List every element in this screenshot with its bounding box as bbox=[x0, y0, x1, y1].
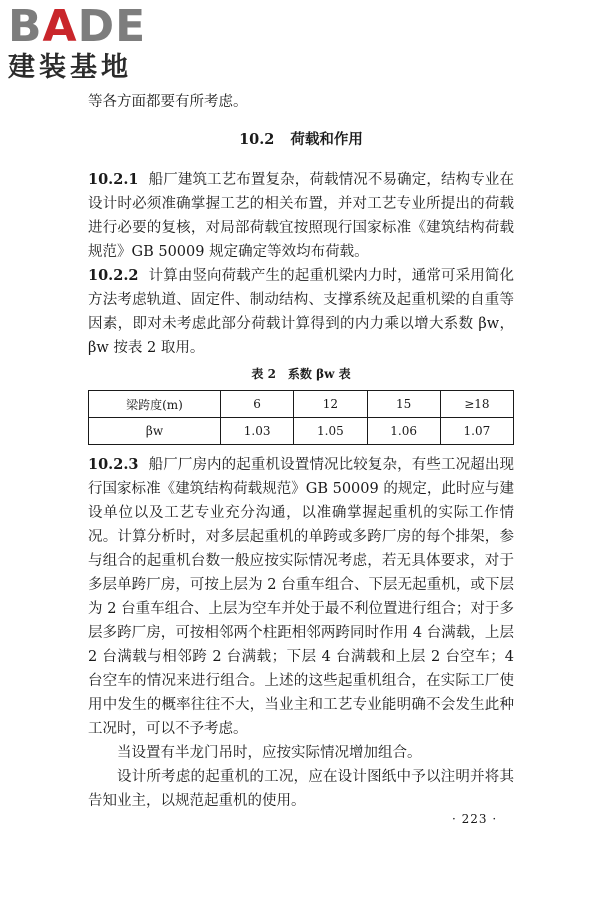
section-title: 荷载和作用 bbox=[290, 131, 363, 148]
publisher-logo bbox=[8, 1, 178, 84]
table-row bbox=[89, 418, 514, 445]
table-cell: 6 bbox=[221, 391, 294, 418]
logo-letters-de: DE bbox=[77, 1, 147, 52]
clause-number: 10.2.1 bbox=[88, 171, 139, 188]
table-cell: 1.06 bbox=[367, 418, 440, 445]
logo-subtitle: 建装基地 bbox=[8, 52, 132, 83]
clause-10-2-3 bbox=[88, 453, 514, 741]
table-header-row bbox=[89, 391, 514, 418]
clause-text: 船厂建筑工艺布置复杂，荷载情况不易确定，结构专业在设计时必须准确掌握工艺的相关布置，并对工艺专业所提出的荷载进行必要的复核，对局部荷载宜按照现行国家标准《建筑结构荷载规范》GB 50009 规定确定等效均布荷载。 bbox=[88, 172, 514, 260]
clause-number: 10.2.2 bbox=[88, 267, 139, 284]
logo-wordmark bbox=[8, 1, 178, 52]
paragraph: 设计所考虑的起重机的工况，应在设计图纸中予以注明并将其告知业主，以规范起重机的使用。 bbox=[88, 769, 514, 809]
coefficient-table bbox=[88, 390, 514, 445]
table-caption: 表 2 系数 βw 表 bbox=[251, 367, 351, 381]
table-cell: ≥18 bbox=[440, 391, 513, 418]
clause-text: 计算由竖向荷载产生的起重机梁内力时，通常可采用简化方法考虑轨道、固定件、制动结构、支撑系统及起重机梁的自重等因素，即对未考虑此部分荷载计算得到的内力乘以增大系数 βw，βw 按表 2 取用。 bbox=[88, 268, 514, 356]
clause-10-2-1 bbox=[88, 168, 514, 264]
table-cell: 12 bbox=[294, 391, 367, 418]
table-cell: 1.03 bbox=[221, 418, 294, 445]
clause-number: 10.2.3 bbox=[88, 456, 139, 473]
logo-letter-b: B bbox=[8, 1, 43, 52]
intro-line: 等各方面都要有所考虑。 bbox=[88, 94, 248, 110]
table-cell: 1.07 bbox=[440, 418, 513, 445]
page-body bbox=[88, 90, 514, 813]
clause-text: 船厂厂房内的起重机设置情况比较复杂，有些工况超出现行国家标准《建筑结构荷载规范》GB 50009 的规定，此时应与建设单位以及工艺专业充分沟通，以准确掌握起重机的实际工作情况。计算分析时，对多层起重机的单跨或多跨厂房的每个排架，参与组合的起重机台数一般应按实际情况考虑，若无具体要求，对于多层单跨厂房，可按上层为 2 台重车组合、下层无起重机，或下层为 2 台重车组合、上层为空车并处于最不利位置进行组合；对于多层多跨厂房，可按相邻两个柱距相邻两跨同时作用 4 台满载，上层 2 台满载与相邻跨 2 台满载；下层 4 台满载和上层 2 台空车；4 台空车的情况来进行组合。上述的这些起重机组合，在实际工厂使用中发生的概率往往不大，当业主和工艺专业能明确不会发生此种工况时，可以不予考虑。 bbox=[88, 457, 514, 737]
paragraph: 当设置有半龙门吊时，应按实际情况增加组合。 bbox=[117, 745, 422, 761]
table-cell: 1.05 bbox=[294, 418, 367, 445]
table-cell: 15 bbox=[367, 391, 440, 418]
table-cell: βw bbox=[89, 418, 221, 445]
section-heading bbox=[88, 128, 514, 152]
page-number: · 223 · bbox=[452, 812, 498, 826]
logo-letter-a: A bbox=[42, 1, 78, 52]
section-number: 10.2 bbox=[239, 131, 275, 148]
table-cell: 梁跨度(m) bbox=[89, 391, 221, 418]
clause-10-2-2 bbox=[88, 264, 514, 360]
